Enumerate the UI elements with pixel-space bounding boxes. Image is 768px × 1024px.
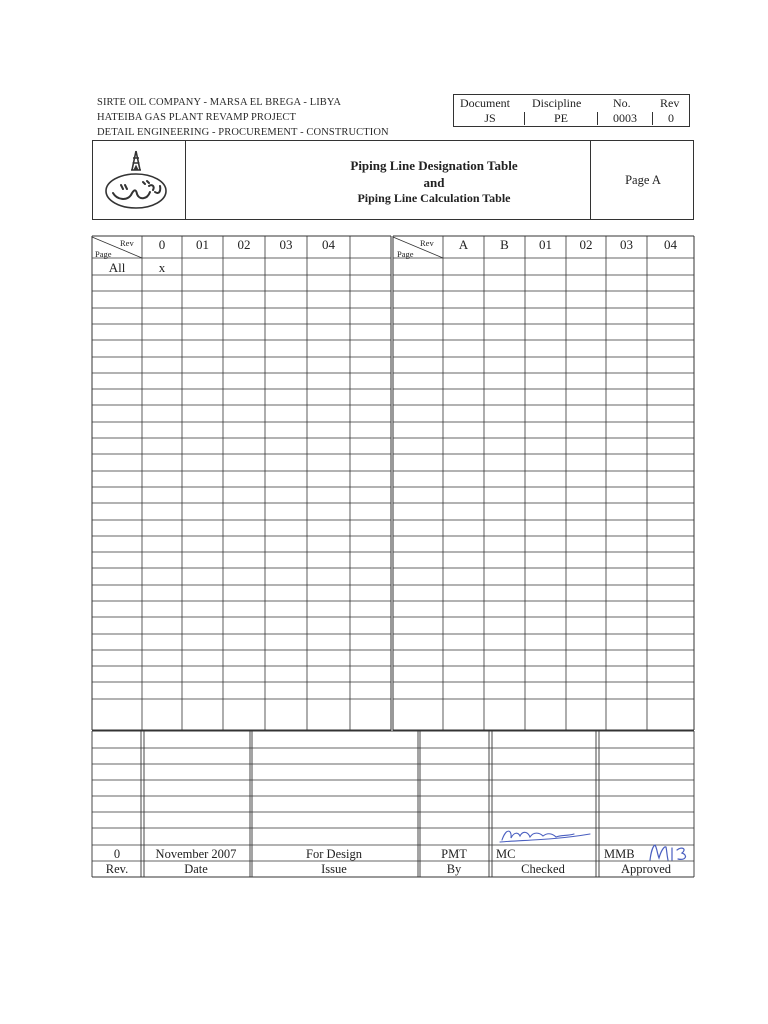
- document-label: Document: [460, 96, 510, 110]
- discipline-value: PE: [553, 111, 568, 125]
- column-header: 02: [579, 237, 593, 252]
- entry-issue: For Design: [306, 847, 362, 861]
- column-header: 0: [158, 237, 166, 252]
- label-rev: Rev.: [105, 862, 129, 876]
- column-header: 04: [322, 237, 335, 252]
- page-header-label: Page: [95, 249, 112, 259]
- company-line-3: DETAIL ENGINEERING - PROCUREMENT - CONSTRUCTION: [97, 127, 389, 138]
- label-date: Date: [184, 862, 208, 876]
- all-pages-cell: All: [108, 260, 126, 275]
- right-column-headers: [459, 237, 678, 252]
- discipline-label: Discipline: [532, 96, 582, 110]
- column-header: A: [458, 237, 469, 252]
- rev-header-label: Rev: [420, 238, 434, 248]
- page-label: Page A: [625, 173, 661, 187]
- rev-value: 0: [668, 111, 674, 125]
- column-header: B: [500, 237, 509, 252]
- no-value: 0003: [613, 111, 637, 125]
- rev-label: Rev: [660, 96, 680, 110]
- column-header: 03: [620, 237, 633, 252]
- label-approved: Approved: [621, 862, 671, 876]
- title-line-1: Piping Line Designation Table: [350, 158, 518, 173]
- grid-lines: [92, 236, 694, 877]
- column-header: 03: [279, 237, 293, 252]
- label-by: By: [446, 862, 462, 876]
- entry-checked: MC: [496, 847, 516, 861]
- column-header: 01: [539, 237, 552, 252]
- column-header: 04: [664, 237, 677, 252]
- column-header: 02: [237, 237, 251, 252]
- label-issue: Issue: [321, 862, 347, 876]
- entry-approved: MMB: [604, 847, 635, 861]
- checked-signature-icon: [500, 831, 590, 842]
- left-column-headers: [159, 237, 336, 252]
- entry-rev: 0: [113, 847, 121, 861]
- rev-header-label: Rev: [120, 238, 134, 248]
- entry-by: PMT: [441, 847, 467, 861]
- label-checked: Checked: [521, 862, 565, 876]
- company-line-2: HATEIBA GAS PLANT REVAMP PROJECT: [97, 112, 297, 123]
- title-line-3: Piping Line Calculation Table: [357, 191, 511, 205]
- entry-date: November 2007: [155, 847, 237, 861]
- column-header: 01: [196, 237, 209, 252]
- title-line-2: and: [423, 175, 445, 190]
- company-line-1: SIRTE OIL COMPANY - MARSA EL BREGA - LIBYA: [97, 97, 342, 108]
- no-label: No.: [613, 96, 631, 110]
- document-value: JS: [484, 111, 496, 125]
- page-header-label: Page: [397, 249, 414, 259]
- rev-0-mark: x: [158, 260, 166, 275]
- approved-signature-icon: [650, 845, 685, 860]
